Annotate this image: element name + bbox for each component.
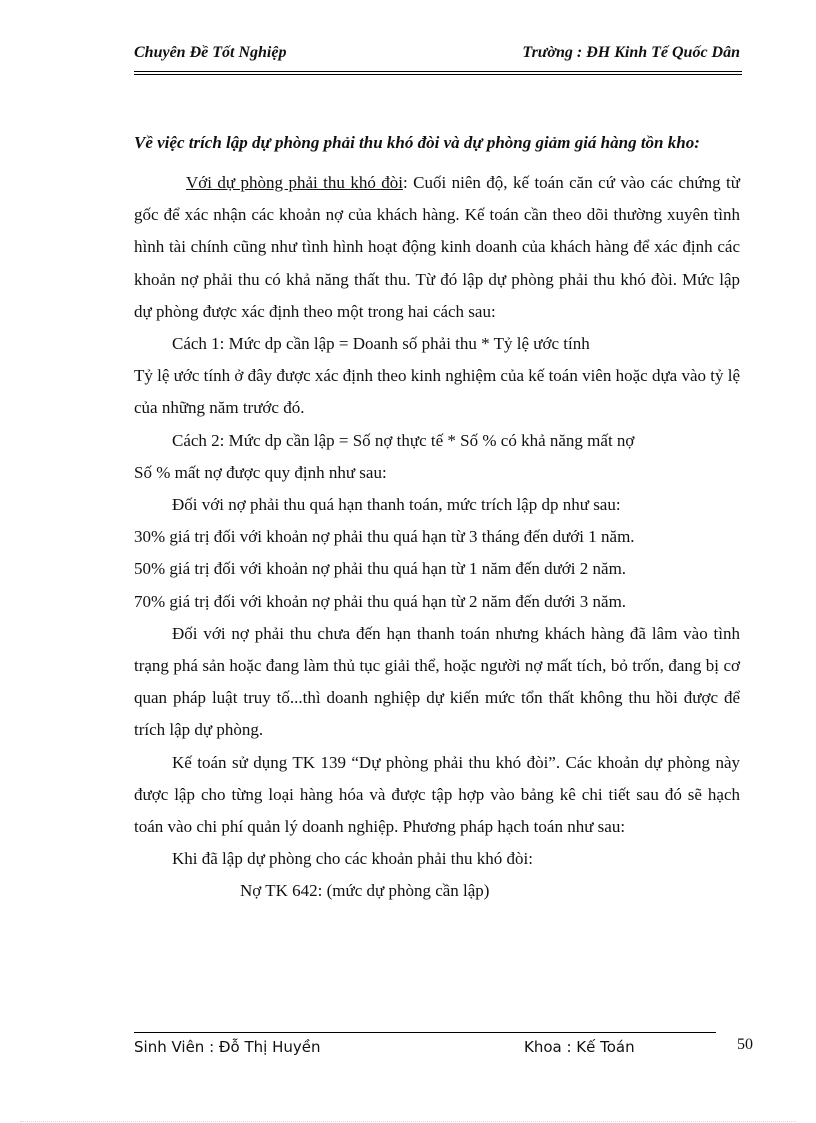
overdue-intro: Đối với nợ phải thu quá hạn thanh toán, mức trích lập dp như sau: <box>172 495 621 515</box>
paragraph-account-139: Kế toán sử dụng TK 139 “Dự phòng phải thu khó đòi”. Các khoản dự phòng này được lập cho từng loại hàng hóa và được tập hợp vào bảng kê chi tiết sau đó sẽ hạch toán vào chi phí quản lý doanh nghiệp. Phương pháp hạch toán như sau: <box>134 752 740 837</box>
header-divider <box>134 71 742 72</box>
footer-student: Sinh Viên : Đỗ Thị Huyền <box>134 1038 321 1056</box>
method-1: Cách 1: Mức dp cần lập = Doanh số phải thu * Tỷ lệ ước tính <box>172 334 590 354</box>
entry-debit: Nợ TK 642: (mức dự phòng cần lập) <box>240 881 490 901</box>
page-edge-divider <box>20 1121 796 1122</box>
method-2: Cách 2: Mức dp cần lập = Số nợ thực tế * Số % có khả năng mất nợ <box>172 430 635 450</box>
section-heading: Về việc trích lập dự phòng phải thu khó đòi và dự phòng giảm giá hàng tồn kho: <box>134 133 700 152</box>
header-title: Chuyên Đề Tốt Nghiệp <box>134 44 287 61</box>
document-body <box>134 128 740 908</box>
footer-divider <box>134 1032 716 1033</box>
footer-faculty: Khoa : Kế Toán <box>524 1038 635 1056</box>
rate-line: 70% giá trị đối với khoản nợ phải thu quá hạn từ 2 năm đến dưới 3 năm. <box>134 591 627 611</box>
page-number: 50 <box>737 1036 753 1053</box>
rate-line: 50% giá trị đối với khoản nợ phải thu quá hạn từ 1 năm đến dưới 2 năm. <box>134 559 627 579</box>
header-university: Trường : ĐH Kinh Tế Quốc Dân <box>522 44 740 61</box>
entry-intro: Khi đã lập dự phòng cho các khoản phải thu khó đòi: <box>172 849 533 869</box>
paragraph-doubtful-debts <box>134 167 740 328</box>
paragraph-text: : Cuối niên độ, kế toán căn cứ vào các chứng từ gốc để xác nhận các khoản nợ của khách hàng. Kế toán cần theo dõi thường xuyên tình hình tài chính cũng như tình hình hoạt động kinh doanh của khách hàng để xác định các khoản nợ phải thu có khả năng thất thu. Từ đó lập dự phòng phải thu khó đòi. Mức lập dự phòng được xác định theo một trong hai cách sau: <box>134 173 740 321</box>
paragraph-not-due: Đối với nợ phải thu chưa đến hạn thanh toán nhưng khách hàng đã lâm vào tình trạng phá sản hoặc đang làm thủ tục giải thể, hoặc người nợ mất tích, bỏ trốn, đang bị cơ quan pháp luật truy tố...thì doanh nghiệp dự kiến mức tổn thất không thu hồi được để trích lập dự phòng. <box>134 623 740 740</box>
page-header <box>134 44 742 66</box>
rate-line: 30% giá trị đối với khoản nợ phải thu quá hạn từ 3 tháng đến dưới 1 năm. <box>134 527 635 547</box>
header-divider-secondary <box>134 74 742 75</box>
underlined-lead: Với dự phòng phải thu khó đòi <box>186 173 403 192</box>
method-2-note: Số % mất nợ được quy định như sau: <box>134 462 387 482</box>
method-1-note: Tỷ lệ ước tính ở đây được xác định theo kinh nghiệm của kế toán viên hoặc dựa vào tỷ lệ của những năm trước đó. <box>134 366 740 418</box>
